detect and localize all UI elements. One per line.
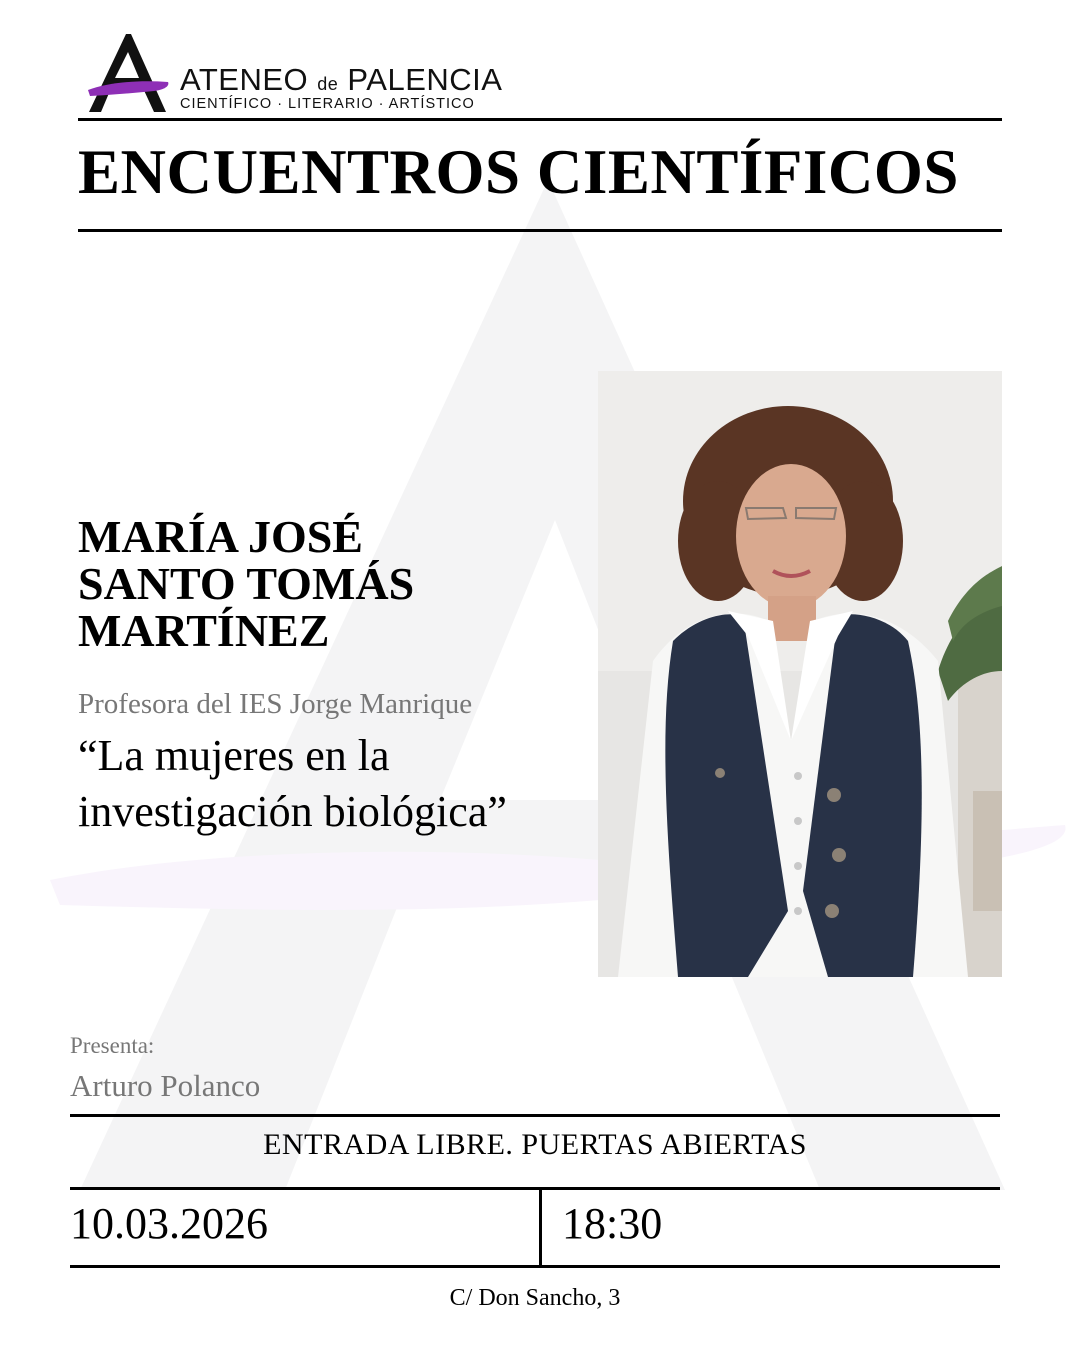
event-date: 10.03.2026: [70, 1199, 268, 1248]
ateneo-a-logo-icon: [84, 30, 174, 116]
speaker-role: Profesora del IES Jorge Manrique: [78, 688, 473, 720]
date-time-divider: [539, 1190, 542, 1265]
logo-name-part1: ATENEO: [180, 62, 318, 97]
logo-name-part2: de: [317, 74, 339, 94]
event-time: 18:30: [562, 1199, 663, 1248]
logo-subtitle: CIENTÍFICO · LITERARIO · ARTÍSTICO: [180, 96, 475, 112]
speaker-name: MARÍA JOSÉ SANTO TOMÁS MARTÍNEZ: [78, 511, 415, 656]
event-address: C/ Don Sancho, 3: [449, 1285, 621, 1311]
footer-rule-bottom: [70, 1265, 1000, 1268]
series-title: ENCUENTROS CIENTÍFICOS: [78, 137, 959, 207]
entry-info: ENTRADA LIBRE. PUERTAS ABIERTAS: [263, 1128, 807, 1161]
speaker-portrait-photo: [598, 371, 1002, 977]
logo-name: [180, 64, 502, 95]
footer-rule-top: [70, 1114, 1000, 1117]
presenter-label: Presenta:: [70, 1033, 155, 1058]
talk-title: “La mujeres en la investigación biológica”: [78, 731, 507, 836]
presenter-name: Arturo Polanco: [70, 1068, 261, 1103]
footer-rule-middle: [70, 1187, 1000, 1190]
header-bottom-rule: [78, 229, 1002, 232]
logo-name-part3: PALENCIA: [338, 62, 503, 97]
header-top-rule: [78, 118, 1002, 121]
